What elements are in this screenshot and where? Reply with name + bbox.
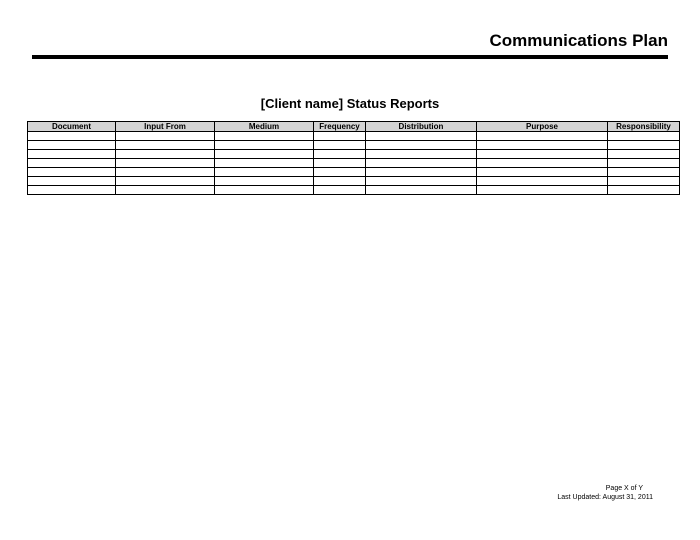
table-row <box>28 150 680 159</box>
table-cell[interactable] <box>477 177 608 186</box>
table-cell[interactable] <box>366 186 477 195</box>
table-cell[interactable] <box>608 141 680 150</box>
table-cell[interactable] <box>366 132 477 141</box>
section-title: [Client name] Status Reports <box>260 96 440 111</box>
table-row <box>28 132 680 141</box>
table-cell[interactable] <box>28 132 116 141</box>
table-cell[interactable] <box>314 141 366 150</box>
table-cell[interactable] <box>116 132 215 141</box>
table-cell[interactable] <box>215 159 314 168</box>
page-footer <box>557 484 653 502</box>
last-updated: Last Updated: August 31, 2011 <box>557 494 653 501</box>
page-number: Page X of Y <box>605 485 643 492</box>
table-cell[interactable] <box>477 159 608 168</box>
table-cell[interactable] <box>28 186 116 195</box>
table-row <box>28 186 680 195</box>
table-cell[interactable] <box>116 159 215 168</box>
table-cell[interactable] <box>314 150 366 159</box>
table-cell[interactable] <box>28 141 116 150</box>
table-cell[interactable] <box>477 186 608 195</box>
table-cell[interactable] <box>28 159 116 168</box>
table-cell[interactable] <box>366 177 477 186</box>
table-cell[interactable] <box>477 132 608 141</box>
status-report-table <box>27 121 680 195</box>
table-cell[interactable] <box>608 186 680 195</box>
table-row <box>28 159 680 168</box>
table-cell[interactable] <box>215 177 314 186</box>
table-cell[interactable] <box>608 159 680 168</box>
table-cell[interactable] <box>28 168 116 177</box>
table-header-row <box>28 122 680 132</box>
table-cell[interactable] <box>215 150 314 159</box>
table-cell[interactable] <box>314 159 366 168</box>
table-cell[interactable] <box>28 150 116 159</box>
table-cell[interactable] <box>477 150 608 159</box>
table-cell[interactable] <box>116 141 215 150</box>
table-cell[interactable] <box>116 186 215 195</box>
table-cell[interactable] <box>215 132 314 141</box>
table-cell[interactable] <box>116 168 215 177</box>
table-cell[interactable] <box>608 132 680 141</box>
column-header-input-from: Input From <box>116 122 215 132</box>
table-row <box>28 141 680 150</box>
table-cell[interactable] <box>116 150 215 159</box>
column-header-medium: Medium <box>215 122 314 132</box>
column-header-distribution: Distribution <box>366 122 477 132</box>
table-cell[interactable] <box>314 186 366 195</box>
table-cell[interactable] <box>477 141 608 150</box>
table-cell[interactable] <box>215 141 314 150</box>
column-header-frequency: Frequency <box>314 122 366 132</box>
table-cell[interactable] <box>314 168 366 177</box>
column-header-document: Document <box>28 122 116 132</box>
table-row <box>28 168 680 177</box>
column-header-purpose: Purpose <box>477 122 608 132</box>
table-cell[interactable] <box>314 132 366 141</box>
header-divider <box>32 55 668 59</box>
table-cell[interactable] <box>366 150 477 159</box>
table-cell[interactable] <box>477 168 608 177</box>
table-cell[interactable] <box>608 168 680 177</box>
table-cell[interactable] <box>314 177 366 186</box>
table-cell[interactable] <box>366 141 477 150</box>
table-cell[interactable] <box>215 186 314 195</box>
column-header-responsibility: Responsibility <box>608 122 680 132</box>
document-title: Communications Plan <box>489 31 668 50</box>
table-cell[interactable] <box>366 159 477 168</box>
table-cell[interactable] <box>608 177 680 186</box>
table-cell[interactable] <box>366 168 477 177</box>
table-row <box>28 177 680 186</box>
table-cell[interactable] <box>28 177 116 186</box>
table-cell[interactable] <box>608 150 680 159</box>
table-cell[interactable] <box>215 168 314 177</box>
table-cell[interactable] <box>116 177 215 186</box>
